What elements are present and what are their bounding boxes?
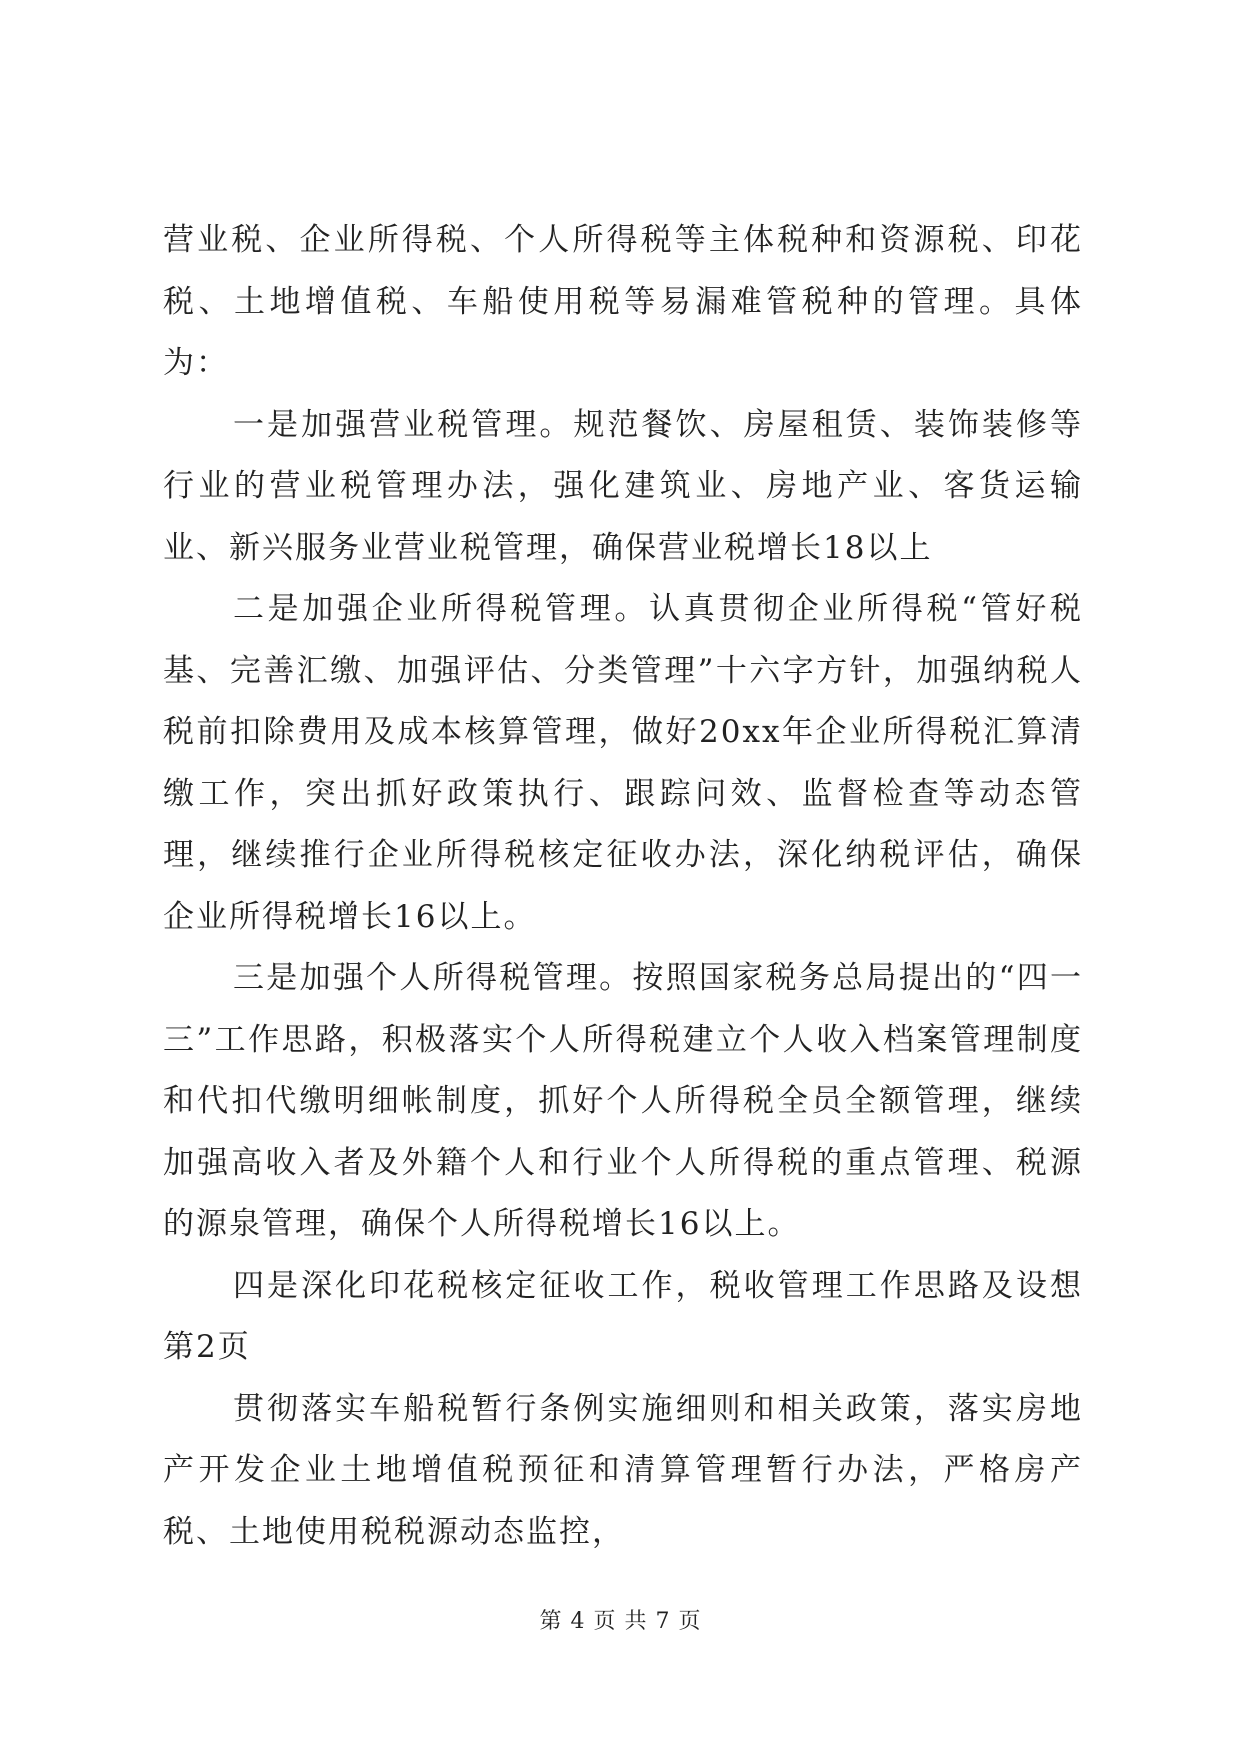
paragraph-vehicle-tax: 贯彻落实车船税暂行条例实施细则和相关政策，落实房地产开发企业土地增值税预征和清算管理暂行办法，严格房产税、土地使用税税源动态监控，	[163, 1390, 1083, 1550]
paragraph-personal-income-tax: 三是加强个人所得税管理。按照国家税务总局提出的“四一三”工作思路，积极落实个人所得税建立个人收入档案管理制度和代扣代缴明细帐制度，抓好个人所得税全员全额管理，继续加强高收入者及外籍个人和行业个人所得税的重点管理、税源的源泉管理，确保个人所得税增长16以上。	[163, 960, 1083, 1242]
paragraph-business-tax: 一是加强营业税管理。规范餐饮、房屋租赁、装饰装修等行业的营业税管理办法，强化建筑业、房地产业、客货运输业、新兴服务业营业税管理，确保营业税增长18以上	[163, 406, 1083, 566]
page-number-label: 第 4 页 共 7 页	[539, 1609, 702, 1634]
paragraph-corporate-income-tax: 二是加强企业所得税管理。认真贯彻企业所得税“管好税基、完善汇缴、加强评估、分类管理”十六字方针，加强纳税人税前扣除费用及成本核算管理，做好20xx年企业所得税汇算清缴工作，突出抓好政策执行、跟踪问效、监督检查等动态管理，继续推行企业所得税核定征收办法，深化纳税评估，确保企业所得税增长16以上。	[163, 591, 1083, 935]
document-body	[163, 210, 1083, 1563]
paragraph-continuation: 营业税、企业所得税、个人所得税等主体税种和资源税、印花税、土地增值税、车船使用税等易漏难管税种的管理。具体为：	[163, 222, 1083, 381]
paragraph-stamp-tax: 四是深化印花税核定征收工作，税收管理工作思路及设想第2页	[163, 1267, 1083, 1365]
page-footer	[0, 1604, 1241, 1635]
